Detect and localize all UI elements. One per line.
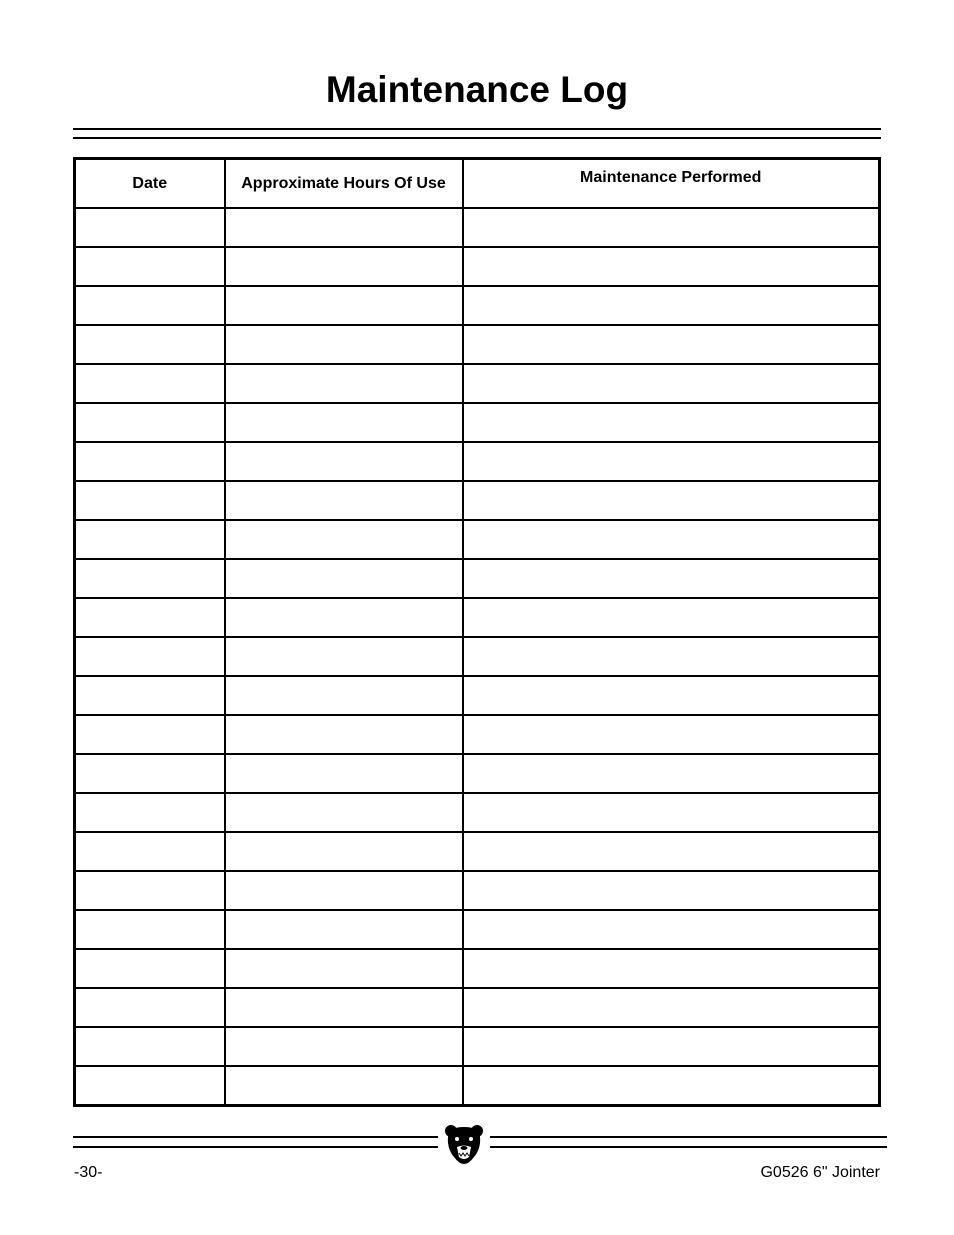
- hours-cell: [225, 1027, 463, 1066]
- date-cell: [75, 676, 225, 715]
- hours-cell: [225, 247, 463, 286]
- hours-cell: [225, 481, 463, 520]
- date-cell: [75, 559, 225, 598]
- hours-cell: [225, 793, 463, 832]
- date-cell: [75, 637, 225, 676]
- table-row: [75, 286, 880, 325]
- table-row: [75, 598, 880, 637]
- table-row: [75, 442, 880, 481]
- table-row: [75, 949, 880, 988]
- column-header-hours: Approximate Hours Of Use: [225, 159, 463, 209]
- footer-rule-right-bottom: [490, 1146, 887, 1148]
- hours-cell: [225, 988, 463, 1027]
- maintenance-cell: [463, 1027, 880, 1066]
- hours-cell: [225, 871, 463, 910]
- table-row: [75, 208, 880, 247]
- date-cell: [75, 949, 225, 988]
- maintenance-cell: [463, 325, 880, 364]
- maintenance-cell: [463, 286, 880, 325]
- date-cell: [75, 598, 225, 637]
- table-row: [75, 403, 880, 442]
- footer-rule-left-top: [73, 1136, 438, 1138]
- header-rule-bottom: [73, 137, 881, 139]
- hours-cell: [225, 325, 463, 364]
- date-cell: [75, 286, 225, 325]
- table-row: [75, 754, 880, 793]
- date-cell: [75, 988, 225, 1027]
- maintenance-cell: [463, 481, 880, 520]
- model-label: G0526 6" Jointer: [760, 1164, 880, 1181]
- date-cell: [75, 442, 225, 481]
- date-cell: [75, 1027, 225, 1066]
- maintenance-cell: [463, 208, 880, 247]
- table-row: [75, 988, 880, 1027]
- maintenance-cell: [463, 598, 880, 637]
- hours-cell: [225, 403, 463, 442]
- date-cell: [75, 910, 225, 949]
- maintenance-cell: [463, 442, 880, 481]
- table-row: [75, 910, 880, 949]
- table-row: [75, 676, 880, 715]
- maintenance-cell: [463, 754, 880, 793]
- table-row: [75, 793, 880, 832]
- maintenance-cell: [463, 247, 880, 286]
- date-cell: [75, 520, 225, 559]
- maintenance-cell: [463, 637, 880, 676]
- maintenance-cell: [463, 910, 880, 949]
- table-row: [75, 1027, 880, 1066]
- maintenance-cell: [463, 715, 880, 754]
- date-cell: [75, 871, 225, 910]
- maintenance-cell: [463, 793, 880, 832]
- hours-cell: [225, 520, 463, 559]
- hours-cell: [225, 442, 463, 481]
- maintenance-cell: [463, 364, 880, 403]
- footer-rule-left-bottom: [73, 1146, 438, 1148]
- hours-cell: [225, 910, 463, 949]
- hours-cell: [225, 637, 463, 676]
- hours-cell: [225, 286, 463, 325]
- date-cell: [75, 715, 225, 754]
- date-cell: [75, 793, 225, 832]
- table-row: [75, 715, 880, 754]
- table-row: [75, 871, 880, 910]
- maintenance-cell: [463, 949, 880, 988]
- maintenance-log-table: [73, 157, 881, 1107]
- hours-cell: [225, 715, 463, 754]
- page-number: -30-: [74, 1164, 103, 1181]
- table-row: [75, 364, 880, 403]
- date-cell: [75, 247, 225, 286]
- maintenance-cell: [463, 988, 880, 1027]
- maintenance-cell: [463, 520, 880, 559]
- table-row: [75, 247, 880, 286]
- date-cell: [75, 481, 225, 520]
- table-row: [75, 637, 880, 676]
- hours-cell: [225, 559, 463, 598]
- date-cell: [75, 403, 225, 442]
- bear-head-icon: [444, 1123, 484, 1165]
- footer-rule-right-top: [490, 1136, 887, 1138]
- hours-cell: [225, 949, 463, 988]
- table-body: [75, 208, 880, 1106]
- date-cell: [75, 1066, 225, 1106]
- table-row: [75, 1066, 880, 1106]
- table-row: [75, 559, 880, 598]
- date-cell: [75, 832, 225, 871]
- hours-cell: [225, 676, 463, 715]
- hours-cell: [225, 364, 463, 403]
- maintenance-cell: [463, 676, 880, 715]
- column-header-date: Date: [75, 159, 225, 209]
- maintenance-cell: [463, 559, 880, 598]
- header-rule-top: [73, 128, 881, 130]
- page-title: Maintenance Log: [325, 69, 629, 110]
- table-row: [75, 832, 880, 871]
- hours-cell: [225, 1066, 463, 1106]
- date-cell: [75, 208, 225, 247]
- hours-cell: [225, 832, 463, 871]
- table-row: [75, 520, 880, 559]
- date-cell: [75, 364, 225, 403]
- maintenance-cell: [463, 832, 880, 871]
- maintenance-cell: [463, 871, 880, 910]
- date-cell: [75, 325, 225, 364]
- table-row: [75, 481, 880, 520]
- maintenance-cell: [463, 1066, 880, 1106]
- hours-cell: [225, 598, 463, 637]
- date-cell: [75, 754, 225, 793]
- hours-cell: [225, 754, 463, 793]
- table-header-row: [75, 159, 880, 209]
- column-header-maintenance: Maintenance Performed: [463, 159, 880, 209]
- hours-cell: [225, 208, 463, 247]
- maintenance-cell: [463, 403, 880, 442]
- table-row: [75, 325, 880, 364]
